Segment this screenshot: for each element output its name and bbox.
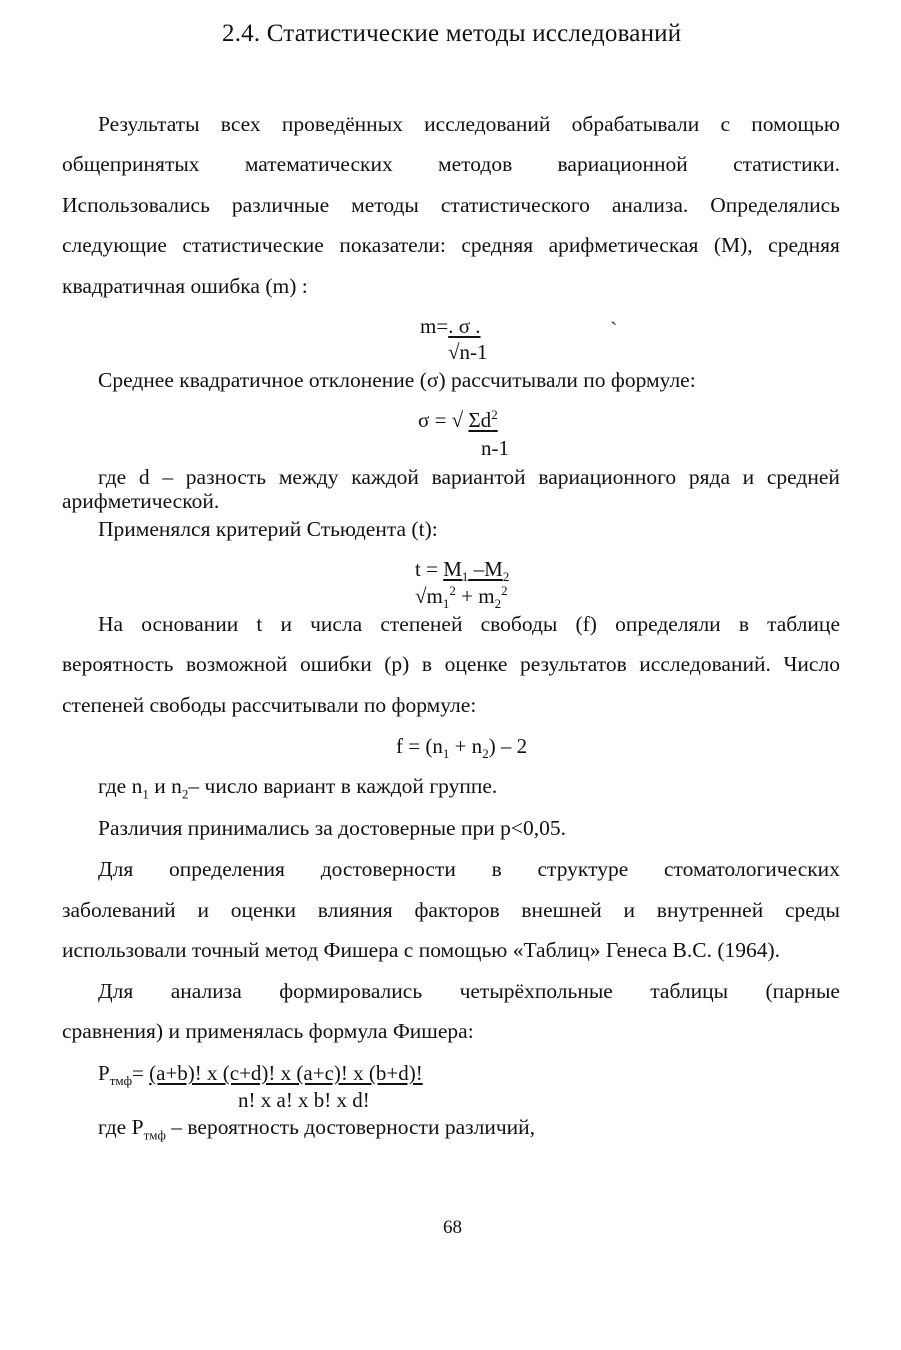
word: На [98,612,124,636]
p1-line-2 [62,152,840,177]
word: вариантой [431,465,526,489]
word: (f) [575,612,597,636]
word: средняя [768,233,840,257]
word: ошибки [300,652,372,676]
formula-sigma-num: Σd [468,408,492,432]
word: и [623,898,636,922]
p3-line-2 [62,898,840,923]
word: четырёхпольные [459,979,613,1003]
word: следующие [62,233,167,257]
word: помощью [751,112,840,136]
word: исследований. [639,652,771,676]
word: вариационной [557,152,688,176]
word: показатели: [339,233,446,257]
p2-line-3: степеней свободы рассчитывали по формуле: [62,693,477,717]
word: d [138,465,150,489]
word: степеней [380,612,463,636]
formula-m-lhs: m= [420,314,449,338]
word: с [720,112,731,136]
word: Число [783,652,840,676]
word: где [98,465,127,489]
student-intro: Применялся критерий Стьюдента (t): [98,517,438,541]
word: методы [351,193,419,217]
word: Использовались [62,193,210,217]
formula-sigma-denominator: n-1 [481,436,509,460]
formula-t-denominator: $√m_1^2 + m_2^2$ [415,583,508,612]
formula-f: $f = (n_1 + n_2) - 2$ [396,734,528,762]
p2-line-1 [98,612,840,637]
word: в [738,612,749,636]
word: внутренней [656,898,764,922]
word: таблицы [650,979,729,1003]
word: математических [244,152,393,176]
word: между [278,465,339,489]
d-def-line-1 [98,465,840,490]
word: разность [185,465,267,489]
word: методов [438,152,513,176]
word: оценки [230,898,296,922]
word: определяли [615,612,721,636]
word: вариационного [538,465,677,489]
significance-note: Различия принимались за достоверные при p<0,05. [98,816,566,840]
word: заболеваний [62,898,176,922]
word: статистики. [733,152,840,176]
formula-m-num: . σ . [448,314,481,338]
word: различные [231,193,330,217]
word: среды [785,898,840,922]
word: средней [766,465,840,489]
word: и [742,465,755,489]
formula-fisher-denominator: n! x a! x b! x d! [238,1088,370,1112]
word: (p) [384,652,410,676]
word: таблице [767,612,840,636]
p1-line-3 [62,193,840,218]
word: результатов [519,652,627,676]
p1-line-5: квадратичная ошибка (m) : [62,274,308,298]
word: в [421,652,433,676]
word: статистические [182,233,324,257]
word: факторов [414,898,500,922]
word: Определялись [710,193,840,217]
word: – [162,465,174,489]
word: в [491,857,502,881]
formula-sigma-numerator [418,408,498,433]
word: Результаты [98,112,200,136]
word: арифметическая [548,233,699,257]
word: средняя [461,233,534,257]
formula-sigma-sup: 2 [491,407,498,422]
word: каждой [351,465,419,489]
word: t [256,612,263,636]
word: (М), [713,233,753,257]
formula-t-lhs: t = [415,557,438,581]
formula-fisher-num: (a+b)! x (c+d)! x (a+c)! x (b+d)! [149,1061,423,1085]
word: всех [220,112,261,136]
d-def-line-2: арифметической. [62,489,220,513]
word: обрабатывали [571,112,700,136]
word: внешней [521,898,602,922]
formula-m-numerator [420,314,481,339]
word: свободы [480,612,558,636]
word: анализа [170,979,242,1003]
word: влияния [317,898,393,922]
formula-m-denominator: √n-1 [448,340,488,364]
sigma-intro: Среднее квадратичное отклонение (σ) рассчитывали по формуле: [98,368,696,392]
p4-line-1 [98,979,840,1004]
word: и [197,898,209,922]
word: структуре [537,857,629,881]
p3-line-1 [98,857,840,882]
p4-line-2: сравнения) и применялась формула Фишера: [62,1019,474,1043]
word: основании [141,612,239,636]
word: Для [98,979,134,1003]
word: общепринятых [62,152,200,176]
word: формировались [279,979,423,1003]
word: анализа. [611,193,689,217]
formula-fisher-numerator: $P_{тмф}= (a+b)$! x (c+d)! x (a+c)! x (b+d)! [98,1061,423,1089]
word: проведённых [281,112,403,136]
word: и [280,612,292,636]
word: вероятность [62,652,174,676]
formula-t-numerator: $t = M_1$ $-M_2$ [415,557,510,585]
stray-mark: ˏ [610,300,618,325]
p3-line-3: использовали точный метод Фишера с помощью «Таблиц» Генеса В.С. (1964). [62,938,781,962]
word: (парные [765,979,840,1003]
section-heading: 2.4. Статистические методы исследований [222,20,682,47]
word: возможной [186,652,288,676]
word: статистического [440,193,590,217]
word: Для [98,857,134,881]
n-definition: где $n_1$ и $n_2-$ число вариант в каждой группе. [98,774,498,802]
p2-line-2 [62,652,840,677]
page-number: 68 [443,1217,462,1238]
word: стоматологических [663,857,840,881]
formula-sigma-lhs: σ = √ [418,408,464,432]
word: числа [310,612,363,636]
word: достоверности [320,857,456,881]
word: ряда [688,465,730,489]
word: оценке [444,652,508,676]
p1-line-4 [62,233,840,258]
p1-line-1 [98,112,840,137]
word: определения [169,857,285,881]
p-definition: где $P_{тмф}$ – вероятность достоверности различий, [98,1115,536,1143]
word: исследований [424,112,551,136]
